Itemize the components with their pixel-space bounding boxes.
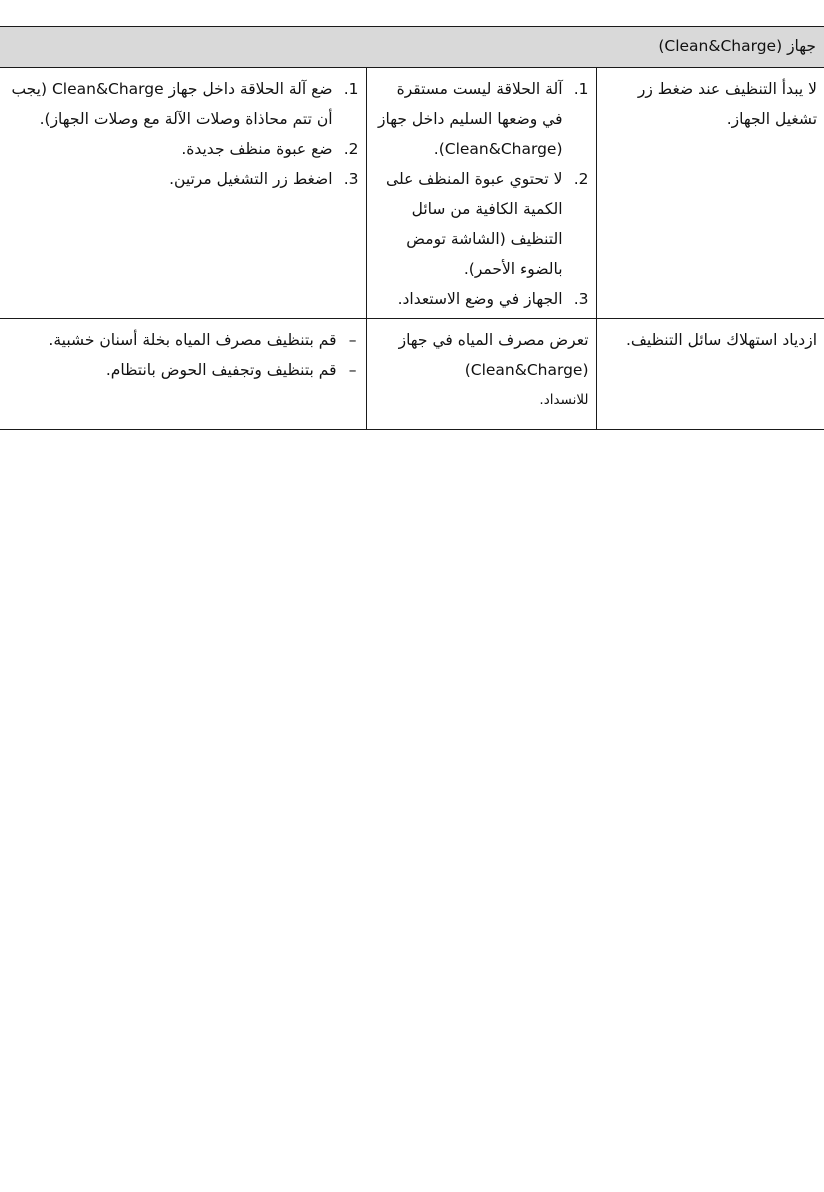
list-item <box>374 284 589 314</box>
problem-text: لا يبدأ التنظيف عند ضغط زر تشغيل الجهاز. <box>637 80 818 128</box>
item-text: ضع آلة الحلاقة داخل جهاز Clean&Charge (يجب أن تتم محاذاة وصلات الآلة مع وصلات الجهاز). <box>11 80 333 128</box>
table-row <box>0 319 824 430</box>
dash-bullet: – <box>348 361 357 379</box>
cause-cell <box>366 319 596 430</box>
problem-cell <box>596 319 824 430</box>
solution-list <box>7 325 359 385</box>
item-number: 3. <box>343 170 359 188</box>
item-text: آلة الحلاقة ليست مستقرة في وضعها السليم داخل جهاز (Clean&Charge). <box>378 80 563 158</box>
list-item <box>7 74 359 134</box>
troubleshooting-table <box>0 26 824 430</box>
item-number: 1. <box>343 80 359 98</box>
problem-cell <box>596 68 824 319</box>
list-item <box>374 164 589 284</box>
item-text: اضغط زر التشغيل مرتين. <box>169 170 333 188</box>
dash-bullet: – <box>348 331 357 349</box>
item-number: 2. <box>343 140 359 158</box>
cause-note: للانسداد. <box>539 392 589 408</box>
troubleshooting-table-wrapper <box>0 26 824 430</box>
solution-list <box>7 74 359 194</box>
item-text: ضع عبوة منظف جديدة. <box>181 140 333 158</box>
cause-text: تعرض مصرف المياه في جهاز (Clean&Charge) <box>398 331 589 379</box>
list-item <box>7 325 359 355</box>
list-item <box>7 164 359 194</box>
problem-text: ازدياد استهلاك سائل التنظيف. <box>625 331 818 349</box>
item-number: 2. <box>573 170 589 188</box>
list-item <box>7 134 359 164</box>
item-text: قم بتنظيف وتجفيف الحوض بانتظام. <box>105 361 337 379</box>
list-item <box>374 74 589 164</box>
cause-cell <box>366 68 596 319</box>
solution-cell <box>0 319 366 430</box>
item-number: 3. <box>573 290 589 308</box>
item-text: الجهاز في وضع الاستعداد. <box>397 290 563 308</box>
list-item <box>7 355 359 385</box>
item-text: لا تحتوي عبوة المنظف على الكمية الكافية من سائل التنظيف (الشاشة تومض بالضوء الأحمر). <box>386 170 563 278</box>
table-row <box>0 68 824 319</box>
solution-cell <box>0 68 366 319</box>
table-header-row <box>0 27 824 68</box>
item-number: 1. <box>573 80 589 98</box>
item-text: قم بتنظيف مصرف المياه بخلة أسنان خشبية. <box>48 331 337 349</box>
table-header: جهاز (Clean&Charge) <box>0 27 824 68</box>
cause-list <box>374 74 589 314</box>
